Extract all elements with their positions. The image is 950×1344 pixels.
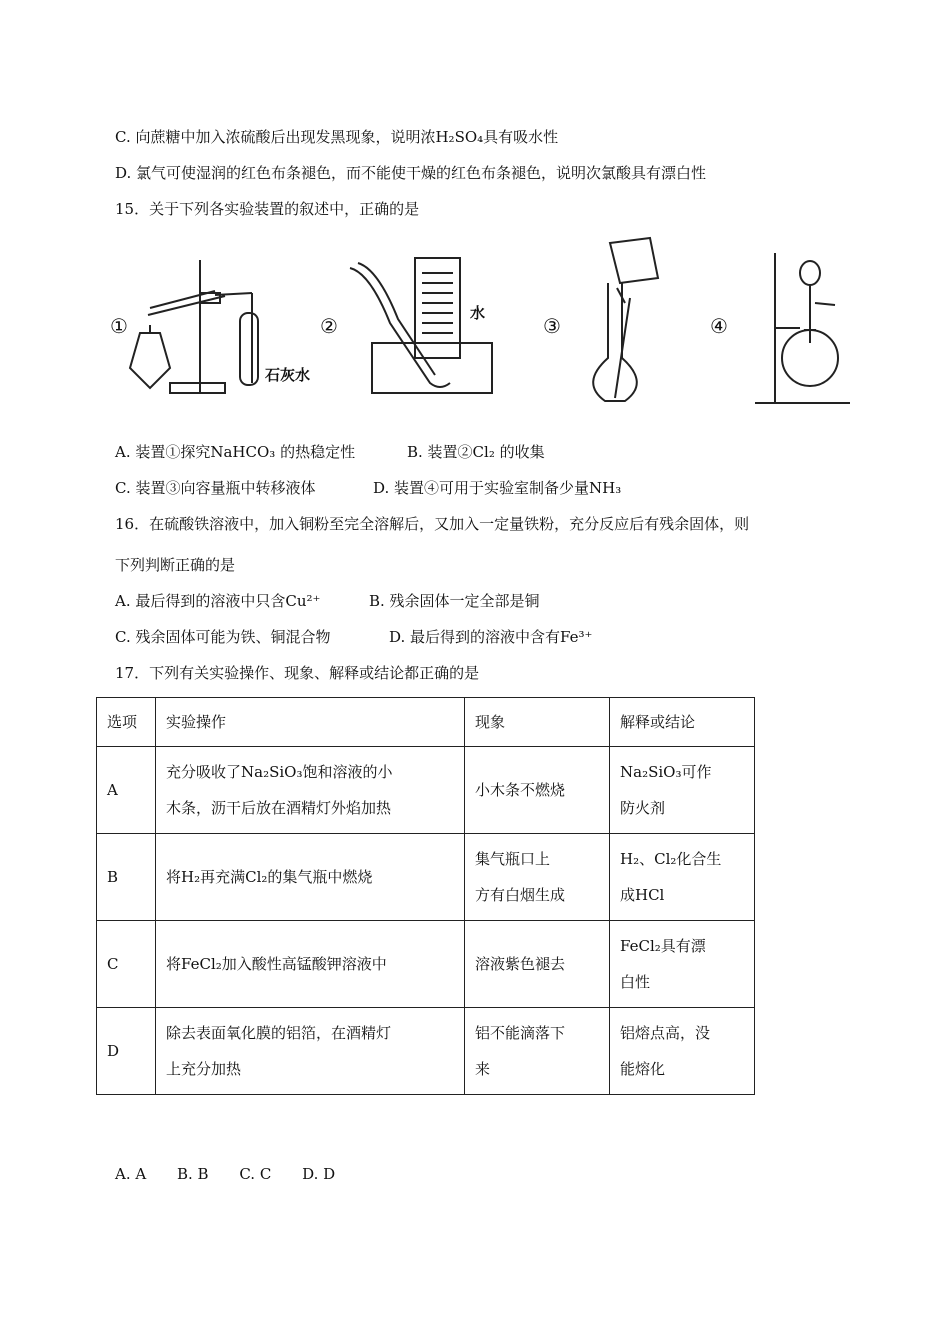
apparatus-figure — [110, 233, 870, 418]
q17-answer-d: D. D — [302, 1165, 336, 1183]
q14-option-d: D. 氯气可使湿润的红色布条褪色，而不能使干燥的红色布条褪色，说明次氯酸具有漂白性 — [115, 164, 707, 182]
row-phenomenon: 小木条不燃烧 — [465, 747, 610, 834]
row-phenomenon: 溶液紫色褪去 — [465, 921, 610, 1008]
q16-options-cd — [115, 627, 592, 647]
table-row — [97, 747, 755, 834]
header-phenomenon: 现象 — [465, 698, 610, 747]
row-conclusion: H₂、Cl₂化合生 成HCl — [610, 834, 755, 921]
header-operation: 实验操作 — [156, 698, 465, 747]
row-operation: 除去表面氧化膜的铝箔，在酒精灯 上充分加热 — [156, 1008, 465, 1095]
label-water: 水 — [470, 304, 486, 322]
q17-answer-a: A. A — [115, 1165, 147, 1183]
q17-answer-c: C. C — [239, 1165, 272, 1183]
table-header-row — [97, 698, 755, 747]
row-option: A — [97, 747, 156, 834]
experiment-table — [96, 697, 755, 1095]
q15-option-b: B. 装置②Cl₂ 的收集 — [407, 443, 545, 461]
label-limewater: 石灰水 — [265, 366, 311, 384]
header-option: 选项 — [97, 698, 156, 747]
q15-option-d: D. 装置④可用于实验室制备少量NH₃ — [373, 479, 622, 497]
q15-option-a: A. 装置①探究NaHCO₃ 的热稳定性 — [115, 443, 356, 461]
q15-options-ab — [115, 442, 545, 462]
q14-option-c: C. 向蔗糖中加入浓硫酸后出现发黑现象，说明浓H₂SO₄具有吸水性 — [115, 128, 559, 146]
row-option: B — [97, 834, 156, 921]
row-option: D — [97, 1008, 156, 1095]
header-conclusion: 解释或结论 — [610, 698, 755, 747]
row-phenomenon: 铝不能滴落下 来 — [465, 1008, 610, 1095]
apparatus-2-water-trough — [350, 258, 492, 393]
q16-option-a: A. 最后得到的溶液中只含Cu²⁺ — [115, 592, 321, 610]
label-apparatus-2: ② — [320, 316, 338, 338]
q17-answer-b: B. B — [176, 1165, 209, 1183]
apparatus-1-heating-setup — [130, 260, 258, 393]
row-conclusion: 铝熔点高，没 能熔化 — [610, 1008, 755, 1095]
row-conclusion: FeCl₂具有漂 白性 — [610, 921, 755, 1008]
q16-option-d: D. 最后得到的溶液中含有Fe³⁺ — [389, 628, 593, 646]
table-row — [97, 921, 755, 1008]
row-operation: 将H₂再充满Cl₂的集气瓶中燃烧 — [156, 834, 465, 921]
apparatus-4-stand-flask — [755, 253, 850, 403]
row-operation: 将FeCl₂加入酸性高锰酸钾溶液中 — [156, 921, 465, 1008]
row-operation: 充分吸收了Na₂SiO₃饱和溶液的小 木条，沥干后放在酒精灯外焰加热 — [156, 747, 465, 834]
label-apparatus-1: ① — [110, 316, 128, 338]
q15-option-c: C. 装置③向容量瓶中转移液体 — [115, 479, 316, 497]
table-row — [97, 1008, 755, 1095]
q16-option-b: B. 残余固体一定全部是铜 — [369, 592, 540, 610]
q16-stem-line2: 下列判断正确的是 — [115, 556, 236, 574]
q16-options-ab — [115, 591, 540, 611]
q16-stem-line1: 16．在硫酸铁溶液中，加入铜粉至完全溶解后，又加入一定量铁粉，充分反应后有残余固体，则 — [115, 515, 750, 533]
label-apparatus-4: ④ — [710, 316, 728, 338]
row-conclusion: Na₂SiO₃可作 防火剂 — [610, 747, 755, 834]
q17-answer-options — [115, 1165, 361, 1183]
label-apparatus-3: ③ — [543, 316, 561, 338]
apparatus-3-volumetric-flask — [593, 238, 658, 401]
row-option: C — [97, 921, 156, 1008]
row-phenomenon: 集气瓶口上 方有白烟生成 — [465, 834, 610, 921]
q17-stem: 17．下列有关实验操作、现象、解释或结论都正确的是 — [115, 664, 480, 682]
table-row — [97, 834, 755, 921]
q15-options-cd — [115, 478, 621, 498]
q16-option-c: C. 残余固体可能为铁、铜混合物 — [115, 628, 331, 646]
q15-stem: 15．关于下列各实验装置的叙述中，正确的是 — [115, 200, 420, 218]
